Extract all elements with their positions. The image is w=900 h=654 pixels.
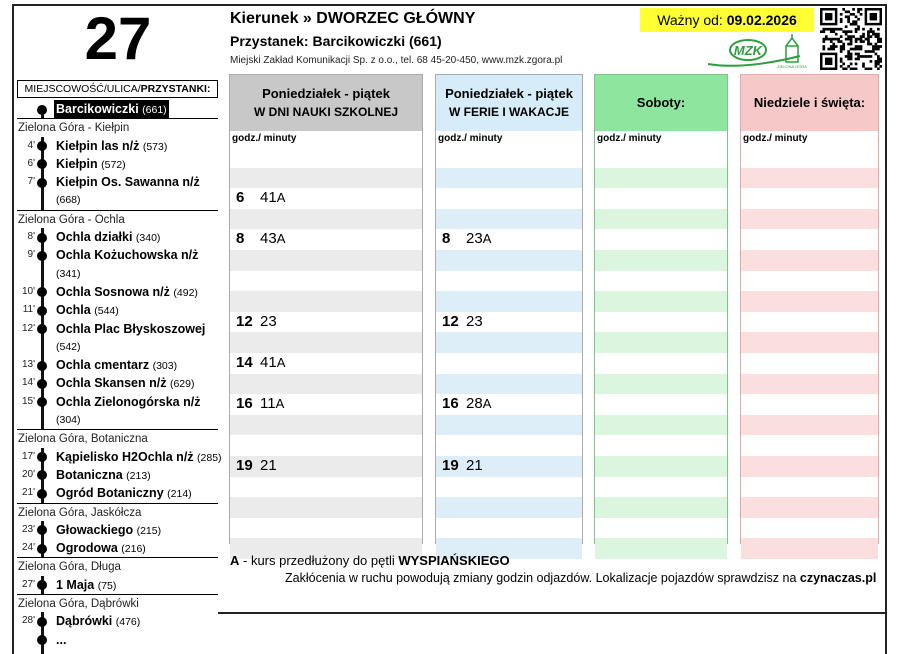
stop-name-text: Kiełpin las n/ż bbox=[56, 138, 140, 153]
stop-code: (285) bbox=[197, 451, 222, 464]
stop-code: (214) bbox=[167, 488, 192, 501]
column-subhead: godz./ minuty bbox=[436, 131, 582, 147]
timetable-row bbox=[741, 312, 878, 333]
stop-item[interactable] bbox=[17, 612, 218, 630]
timetable-row bbox=[436, 518, 582, 539]
column-header bbox=[436, 75, 582, 131]
notice-text: Zakłócenia w ruchu powodują zmiany godzin odjazdów. Lokalizacje pojazdów sprawdzisz na bbox=[285, 571, 800, 585]
stop-dot-icon bbox=[37, 306, 47, 316]
qr-code-icon bbox=[820, 8, 882, 70]
stop-code: (75) bbox=[97, 579, 117, 592]
stop-name bbox=[56, 448, 222, 467]
stop-offset: 10' bbox=[21, 285, 35, 297]
stop-name-text: Kiełpin bbox=[56, 156, 98, 171]
timetable-rows bbox=[436, 147, 582, 543]
stop-name-text: Ochla Sosnowa n/ż bbox=[56, 284, 170, 299]
timetable-row bbox=[436, 374, 582, 395]
departure-suffix: A bbox=[276, 231, 286, 247]
stop-name-text: Ochla Skansen n/ż bbox=[56, 376, 167, 391]
stop-offset: 13' bbox=[21, 359, 35, 371]
valid-prefix: Ważny od: bbox=[657, 12, 727, 28]
sunday-holiday-column bbox=[740, 74, 879, 544]
timetable-row bbox=[230, 353, 422, 374]
stop-name bbox=[56, 356, 177, 375]
timetable-row bbox=[436, 394, 582, 415]
departure-minute: 41 bbox=[260, 189, 277, 207]
saturday-column bbox=[594, 74, 728, 544]
weekday-school-column bbox=[229, 74, 423, 544]
timetable-rows bbox=[741, 147, 878, 543]
departure-minutes bbox=[260, 457, 277, 474]
departure-hour: 19 bbox=[236, 456, 253, 474]
departure-minute: 21 bbox=[466, 456, 483, 474]
stop-name bbox=[56, 283, 198, 302]
timetable-row bbox=[436, 229, 582, 250]
stop-item[interactable] bbox=[17, 631, 218, 649]
departure-minute: 23 bbox=[260, 312, 277, 330]
stop-code: (303) bbox=[152, 360, 178, 373]
timetable-row bbox=[595, 168, 727, 189]
stops-header-prefix: MIEJSCOWOŚĆ/ULICA/ bbox=[24, 83, 141, 95]
stop-offset: 7' bbox=[27, 176, 35, 188]
departure-minute: 28 bbox=[466, 395, 483, 413]
direction-title bbox=[230, 10, 475, 28]
timetable-row bbox=[230, 229, 422, 250]
departure-minutes bbox=[260, 313, 277, 330]
column-subhead: godz./ minuty bbox=[595, 131, 727, 147]
timetable-row bbox=[436, 353, 582, 374]
column-header bbox=[595, 75, 727, 131]
stop-name bbox=[56, 631, 66, 649]
departure-hour: 12 bbox=[442, 312, 459, 330]
stop-name bbox=[56, 539, 146, 558]
column-subtitle: W DNI NAUKI SZKOLNEJ bbox=[254, 105, 398, 119]
timetable-row bbox=[741, 456, 878, 477]
stop-dot-icon bbox=[37, 141, 47, 151]
legend-key: A bbox=[230, 553, 240, 568]
stop-dot-icon bbox=[37, 544, 47, 554]
stop-item[interactable] bbox=[17, 374, 218, 392]
zone-label: Zielona Góra - Kiełpin bbox=[17, 118, 218, 136]
timetable-row bbox=[741, 271, 878, 292]
timetable-row bbox=[230, 456, 422, 477]
stop-code: (542) bbox=[56, 340, 81, 353]
column-title: Poniedziałek - piątek bbox=[445, 86, 573, 101]
stop-dot-icon bbox=[37, 251, 47, 261]
stop-dot-icon bbox=[37, 489, 47, 499]
stop-code: (476) bbox=[115, 616, 141, 629]
departure-suffix: A bbox=[482, 396, 492, 412]
stop-item[interactable] bbox=[17, 155, 218, 173]
stop-name bbox=[56, 612, 140, 631]
stop-dot-icon bbox=[37, 470, 47, 480]
timetable-row bbox=[741, 497, 878, 518]
departure-minute: 43 bbox=[260, 230, 277, 248]
stop-name bbox=[54, 100, 169, 119]
timetable-row bbox=[230, 271, 422, 292]
column-title: Niedziele i święta: bbox=[753, 95, 866, 110]
stop-code: (544) bbox=[94, 305, 119, 318]
stop-offset: 15' bbox=[21, 395, 35, 407]
timetable-row bbox=[436, 271, 582, 292]
stop-item[interactable] bbox=[17, 283, 218, 301]
stop-item[interactable] bbox=[17, 137, 218, 155]
stop-code: (573) bbox=[142, 140, 168, 153]
stop-code-continuation bbox=[17, 338, 218, 356]
timetable-row bbox=[741, 147, 878, 168]
timetable-row bbox=[595, 374, 727, 395]
timetable-row bbox=[741, 518, 878, 539]
valid-date: 09.02.2026 bbox=[726, 12, 797, 28]
stop-name-text: Botaniczna bbox=[56, 467, 123, 482]
departure-suffix: A bbox=[482, 231, 492, 247]
timetable-row bbox=[230, 168, 422, 189]
stop-name-text: Barcikowiczki bbox=[56, 102, 139, 116]
zone-label: Zielona Góra, Dąbrówki bbox=[17, 594, 218, 612]
timetable-row bbox=[595, 538, 727, 559]
stop-dot-icon bbox=[37, 159, 47, 169]
stop-item[interactable] bbox=[17, 320, 218, 338]
stop-code: (341) bbox=[56, 267, 81, 280]
departure-minute: 21 bbox=[260, 456, 277, 474]
stop-name bbox=[56, 374, 194, 393]
timetable-row bbox=[436, 332, 582, 353]
timetable-row bbox=[595, 332, 727, 353]
departure-suffix: A bbox=[276, 354, 286, 370]
timetable-row bbox=[595, 353, 727, 374]
stop-item[interactable] bbox=[17, 484, 218, 502]
timetable-row bbox=[741, 332, 878, 353]
logo-sub: ZIELONA GÓRA bbox=[777, 64, 807, 69]
departure-minutes bbox=[466, 313, 483, 330]
zone-label: Zielona Góra - Ochla bbox=[17, 210, 218, 228]
stop-item[interactable] bbox=[17, 246, 218, 264]
timetable-row bbox=[230, 291, 422, 312]
timetable-row bbox=[595, 497, 727, 518]
timetable-row bbox=[436, 477, 582, 498]
departure-minutes bbox=[260, 395, 284, 412]
timetable-row bbox=[436, 291, 582, 312]
timetable-row bbox=[230, 394, 422, 415]
departure-hour: 12 bbox=[236, 312, 253, 330]
timetable-row bbox=[595, 250, 727, 271]
stop-offset: 4' bbox=[27, 139, 35, 151]
timetable-row bbox=[595, 229, 727, 250]
stop-dot-icon bbox=[37, 361, 47, 371]
stop-offset: 28' bbox=[21, 615, 35, 627]
timetable-row bbox=[230, 497, 422, 518]
timetable-row bbox=[230, 518, 422, 539]
departure-suffix: A bbox=[276, 190, 286, 206]
stop-item[interactable] bbox=[17, 521, 218, 539]
stop-code: (304) bbox=[56, 414, 81, 427]
zone-label: Zielona Góra, Długa bbox=[17, 557, 218, 575]
valid-from-badge bbox=[640, 8, 814, 32]
departure-minute: 23 bbox=[466, 230, 483, 248]
stop-dot-icon bbox=[37, 105, 47, 115]
legend-bold: WYSPIAŃSKIEGO bbox=[398, 553, 510, 568]
departure-hour: 14 bbox=[236, 353, 253, 371]
stop-code-continuation bbox=[17, 411, 218, 429]
timetable-row bbox=[595, 456, 727, 477]
stop-dot-icon bbox=[37, 379, 47, 389]
stop-name bbox=[56, 521, 161, 540]
timetable-row bbox=[741, 477, 878, 498]
timetable-rows bbox=[230, 147, 422, 543]
stop-code: (213) bbox=[126, 469, 151, 482]
stop-item[interactable] bbox=[17, 393, 218, 411]
stop-item[interactable] bbox=[17, 100, 218, 118]
departure-minutes bbox=[466, 230, 491, 247]
stop-offset: 6' bbox=[27, 157, 35, 169]
stop-dot-icon bbox=[37, 324, 47, 334]
stop-code-continuation bbox=[17, 191, 218, 209]
timetable-row bbox=[741, 168, 878, 189]
stop-label: Przystanek: Barcikowiczki (661) bbox=[230, 33, 442, 49]
departure-minutes bbox=[260, 230, 285, 247]
stop-item[interactable] bbox=[17, 356, 218, 374]
column-title: Soboty: bbox=[636, 95, 686, 110]
stop-name-text: Ogrodowa bbox=[56, 541, 118, 556]
timetable-row bbox=[595, 394, 727, 415]
direction-name: DWORZEC GŁÓWNY bbox=[316, 10, 476, 27]
departure-minutes bbox=[260, 354, 285, 371]
stop-name bbox=[56, 155, 126, 174]
timetable-row bbox=[230, 312, 422, 333]
timetable-row bbox=[741, 394, 878, 415]
timetable-row bbox=[741, 538, 878, 559]
stop-list bbox=[17, 100, 222, 649]
stop-name-text: Ochla bbox=[56, 303, 91, 318]
stop-name bbox=[56, 137, 167, 156]
timetable-row bbox=[436, 209, 582, 230]
departure-minutes bbox=[466, 395, 491, 412]
stop-code: (340) bbox=[135, 232, 161, 245]
timetable-row bbox=[230, 415, 422, 436]
notice bbox=[285, 571, 876, 585]
stop-offset: 8' bbox=[27, 231, 35, 243]
departure-minutes bbox=[260, 189, 285, 206]
departure-hour: 16 bbox=[442, 395, 459, 413]
timetable-row bbox=[436, 456, 582, 477]
line-number: 27 bbox=[84, 5, 152, 72]
timetable-row bbox=[741, 353, 878, 374]
timetable-row bbox=[436, 497, 582, 518]
stop-name-text: Ochla Plac Błyskoszowej bbox=[56, 321, 206, 336]
direction-prefix: Kierunek » bbox=[230, 10, 317, 27]
stop-name bbox=[56, 320, 205, 338]
stops-header bbox=[17, 80, 218, 98]
timetable-row bbox=[230, 209, 422, 230]
stop-name-text: Ochla działki bbox=[56, 230, 133, 245]
departure-hour: 8 bbox=[442, 230, 451, 248]
departure-hour: 6 bbox=[236, 189, 245, 207]
stop-item[interactable] bbox=[17, 466, 218, 484]
timetable-row bbox=[436, 168, 582, 189]
stop-name-text: Dąbrówki bbox=[56, 614, 113, 629]
stop-dot-icon bbox=[37, 525, 47, 535]
timetable-row bbox=[230, 477, 422, 498]
zone-label: Zielona Góra, Jaskółcza bbox=[17, 503, 218, 521]
stop-item[interactable] bbox=[17, 539, 218, 557]
column-header bbox=[230, 75, 422, 131]
departure-hour: 19 bbox=[442, 456, 459, 474]
departure-minute: 23 bbox=[466, 312, 483, 330]
departure-minutes bbox=[466, 457, 483, 474]
timetable-row bbox=[436, 435, 582, 456]
stop-name-text: 1 Maja bbox=[56, 577, 95, 592]
stop-dot-icon bbox=[37, 452, 47, 462]
timetable-row bbox=[741, 435, 878, 456]
stop-code: (215) bbox=[136, 524, 162, 537]
timetable-row bbox=[741, 374, 878, 395]
timetable-row bbox=[741, 209, 878, 230]
timetable-row bbox=[436, 147, 582, 168]
stops-header-bold: PRZYSTANKI: bbox=[140, 83, 211, 95]
timetable-row bbox=[595, 188, 727, 209]
stop-offset: 14' bbox=[21, 377, 35, 389]
stop-dot-icon bbox=[37, 233, 47, 243]
stop-name-text: Głowackiego bbox=[56, 522, 134, 537]
timetable-row bbox=[436, 188, 582, 209]
stop-name-text: ... bbox=[56, 632, 67, 647]
timetable-row bbox=[230, 147, 422, 168]
timetable-row bbox=[595, 518, 727, 539]
timetable-row bbox=[595, 477, 727, 498]
timetable-row bbox=[230, 332, 422, 353]
stop-offset: 11' bbox=[22, 304, 35, 316]
stop-offset: 17' bbox=[21, 450, 35, 462]
timetable-row bbox=[595, 435, 727, 456]
departure-minute: 11 bbox=[260, 395, 276, 413]
weekday-holiday-column bbox=[435, 74, 583, 544]
column-title: Poniedziałek - piątek bbox=[262, 86, 390, 101]
stop-name-text: Ochla Kożuchowska n/ż bbox=[56, 248, 199, 263]
timetable-row bbox=[595, 271, 727, 292]
stop-code: (216) bbox=[121, 543, 146, 556]
stop-dot-icon bbox=[37, 178, 47, 188]
stop-name bbox=[56, 246, 198, 264]
stop-name bbox=[56, 576, 116, 595]
stop-item[interactable] bbox=[17, 576, 218, 594]
stop-offset: 21' bbox=[21, 487, 35, 499]
stop-offset: 12' bbox=[21, 322, 35, 334]
legend-text: - kurs przedłużony do pętli bbox=[239, 553, 399, 568]
timetable-row bbox=[741, 415, 878, 436]
stop-offset: 9' bbox=[27, 249, 35, 261]
stop-item[interactable] bbox=[17, 228, 218, 246]
stop-name bbox=[56, 301, 119, 320]
stop-name bbox=[56, 484, 192, 503]
departure-suffix: A bbox=[275, 396, 285, 412]
legend bbox=[230, 553, 510, 568]
card-bottom-border bbox=[218, 612, 887, 614]
stop-name-text: Ogród Botaniczny bbox=[56, 486, 164, 501]
zone-label: Zielona Góra, Botaniczna bbox=[17, 429, 218, 447]
logo-text: MZK bbox=[733, 43, 763, 58]
stop-code: (492) bbox=[173, 286, 198, 299]
stop-item[interactable] bbox=[17, 448, 222, 466]
timetable-row bbox=[595, 415, 727, 436]
stop-item[interactable] bbox=[17, 301, 218, 319]
stop-name bbox=[56, 466, 151, 485]
stop-name bbox=[56, 228, 160, 247]
stop-code: (661) bbox=[142, 104, 167, 116]
timetable-row bbox=[436, 312, 582, 333]
column-subtitle: W FERIE I WAKACJE bbox=[448, 105, 569, 119]
stop-offset: 23' bbox=[21, 523, 35, 535]
column-subhead: godz./ minuty bbox=[230, 131, 422, 147]
stop-name-text: Kiełpin Os. Sawanna n/ż bbox=[56, 175, 200, 190]
notice-link[interactable]: czynaczas.pl bbox=[799, 571, 877, 585]
stop-code: (629) bbox=[169, 378, 195, 391]
timetable-row bbox=[741, 291, 878, 312]
departure-minute: 41 bbox=[260, 353, 277, 371]
stop-dot-icon bbox=[37, 287, 47, 297]
timetable-row bbox=[741, 188, 878, 209]
mzk-logo bbox=[704, 34, 812, 70]
timetable-row bbox=[741, 250, 878, 271]
timetable-rows bbox=[595, 147, 727, 543]
stop-item[interactable] bbox=[17, 173, 218, 191]
company-info: Miejski Zakład Komunikacji Sp. z o.o., tel. 68 45-20-450, www.mzk.zgora.pl bbox=[230, 55, 563, 66]
stop-offset: 24' bbox=[21, 542, 35, 554]
stop-name-text: Ochla Zielonogórska n/ż bbox=[56, 394, 201, 409]
stop-name-text: Ochla cmentarz bbox=[56, 358, 150, 373]
stop-name bbox=[56, 393, 200, 411]
timetable-row bbox=[436, 415, 582, 436]
timetable-row bbox=[595, 312, 727, 333]
stop-code: (572) bbox=[101, 158, 126, 171]
column-header bbox=[741, 75, 878, 131]
stop-offset: 27' bbox=[21, 578, 35, 590]
stop-name-text: Kąpielisko H2Ochla n/ż bbox=[56, 449, 194, 464]
timetable-row bbox=[595, 209, 727, 230]
stop-offset: 20' bbox=[21, 468, 35, 480]
timetable-row bbox=[595, 291, 727, 312]
timetable-row bbox=[230, 250, 422, 271]
timetable-row bbox=[230, 188, 422, 209]
stop-dot-icon bbox=[37, 397, 47, 407]
timetable-row bbox=[436, 250, 582, 271]
column-subhead: godz./ minuty bbox=[741, 131, 878, 147]
timetable-row bbox=[595, 147, 727, 168]
stop-dot-icon bbox=[37, 617, 47, 627]
stop-code-continuation bbox=[17, 265, 218, 283]
timetable-row bbox=[741, 229, 878, 250]
timetable-row bbox=[230, 435, 422, 456]
stop-code: (668) bbox=[56, 194, 81, 207]
departure-hour: 16 bbox=[236, 395, 253, 413]
timetable-row bbox=[230, 374, 422, 395]
stop-name bbox=[56, 173, 200, 191]
stop-dot-icon bbox=[37, 580, 47, 590]
departure-hour: 8 bbox=[236, 230, 245, 248]
stop-dot-icon bbox=[37, 635, 47, 645]
